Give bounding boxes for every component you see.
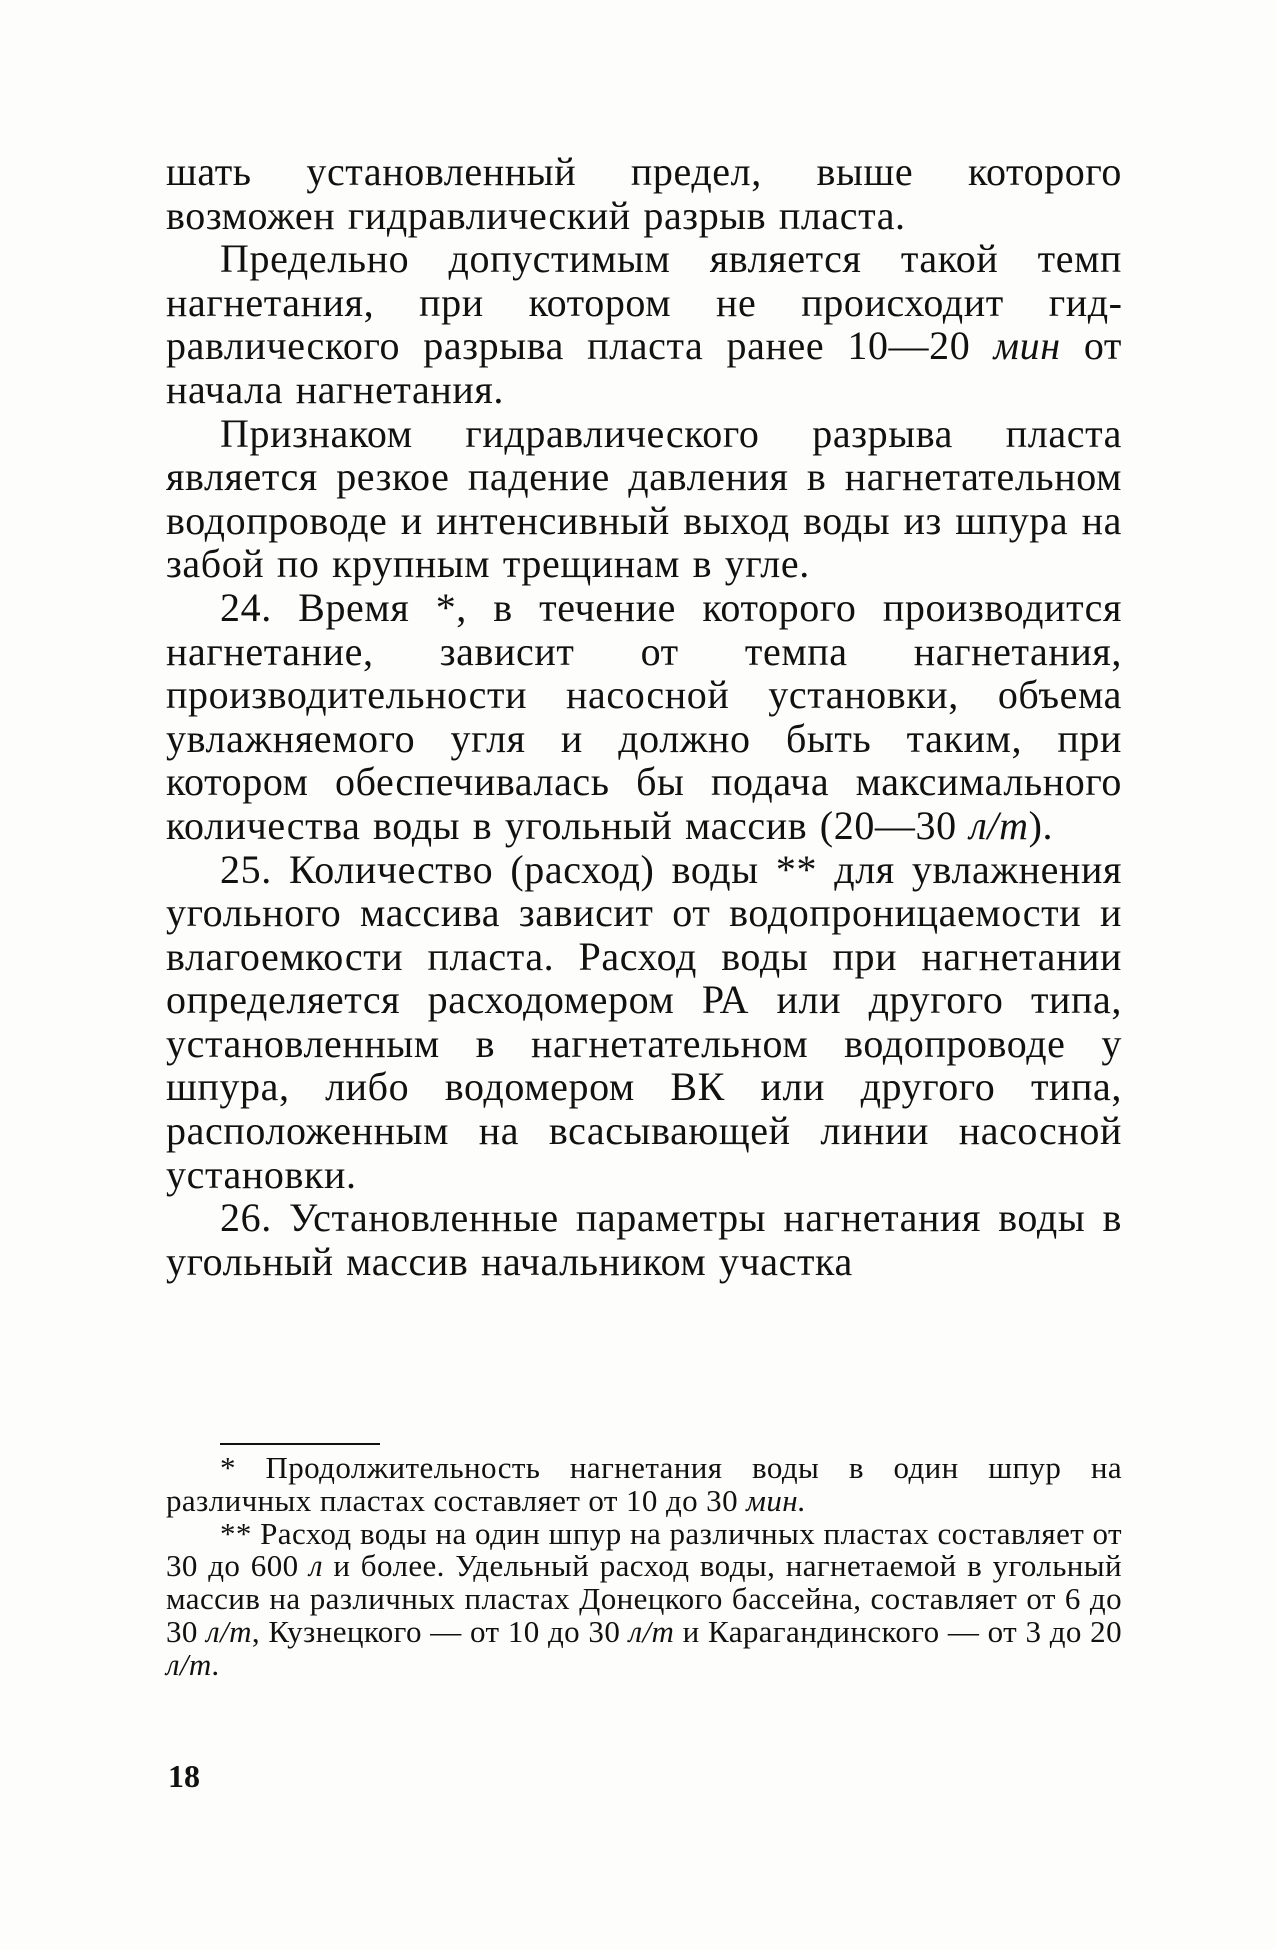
paragraph-injection-rate xyxy=(166,237,1122,411)
paragraph-text: от начала нагнетания. xyxy=(166,323,1122,412)
unit-text: л/т xyxy=(969,802,1029,848)
paragraph-text: Признаком гидравлического разрыва пласта является резкое падение давления в нагнетательном водопроводе и интенсивный выход воды из шпура на забой по крупным трещинам в угле. xyxy=(166,410,1122,587)
paragraph-item-26 xyxy=(166,1196,1122,1283)
paragraph-continuation xyxy=(166,150,1122,237)
unit-text: мин. xyxy=(746,1482,807,1518)
unit-text: л/т xyxy=(628,1613,675,1649)
paragraph-text: 26. Установленные параметры нагнетания воды в угольный массив начальником участка xyxy=(166,1195,1122,1284)
paragraph-item-24 xyxy=(166,586,1122,848)
paragraph-fracture-sign xyxy=(166,412,1122,586)
main-text xyxy=(166,150,1122,1283)
footnote-text: * Продолжительность нагнетания воды в один шпур на различных пластах составляет от 10 до 30 xyxy=(166,1450,1122,1518)
footnote-2 xyxy=(166,1515,1122,1682)
paragraph-text: 24. Время *, в течение которого производится нагнетание, зависит от темпа нагнетания, производительности насосной установки, объема увлажняемого угля и должно быть таким, при котором обеспечивалась бы подача максимального количества воды в угольный массив (20—30 xyxy=(166,584,1122,848)
footnote-text: и Карагандинского — от 3 до 20 xyxy=(674,1613,1122,1649)
unit-text: л xyxy=(308,1548,323,1584)
paragraph-text: ). xyxy=(1028,802,1054,848)
footnotes xyxy=(166,1452,1122,1682)
unit-text: мин xyxy=(993,323,1061,369)
footnote-1 xyxy=(166,1452,1122,1518)
footnote-text: ** Расход воды на один шпур на различных пластах составляет от 30 до 600 xyxy=(166,1515,1122,1584)
unit-text: л/т xyxy=(206,1613,252,1649)
paragraph-item-25 xyxy=(166,848,1122,1197)
paragraph-text: шать установленный предел, выше которого возможен гидравлический разрыв пласта. xyxy=(166,149,1122,238)
page-number: 18 xyxy=(168,1758,200,1794)
paragraph-text: Предельно допустимым является такой темп нагнетания, при котором не происходит гидравлического разрыва пласта ранее 10—20 xyxy=(166,236,1122,369)
footnote-divider xyxy=(220,1443,380,1445)
paragraph-text: 25. Количество (расход) воды ** для увлажнения угольного массива зависит от водопроницаемости и влагоемкости пласта. Расход воды при нагнетании определяется расходомером РА или другого типа, установленным в нагнетательном водопроводе у шпура, либо водомером ВК или другого типа, расположенным на всасывающей линии насосной установки. xyxy=(166,846,1122,1197)
footnote-text: и более. Удельный расход воды, нагнетаемой в угольный массив на различных пластах Донецкого бассейна, составляет от 6 до 30 xyxy=(166,1548,1122,1649)
unit-text: л/т. xyxy=(166,1646,221,1682)
footnote-text: , Кузнецкого — от 10 до 30 xyxy=(251,1613,629,1649)
